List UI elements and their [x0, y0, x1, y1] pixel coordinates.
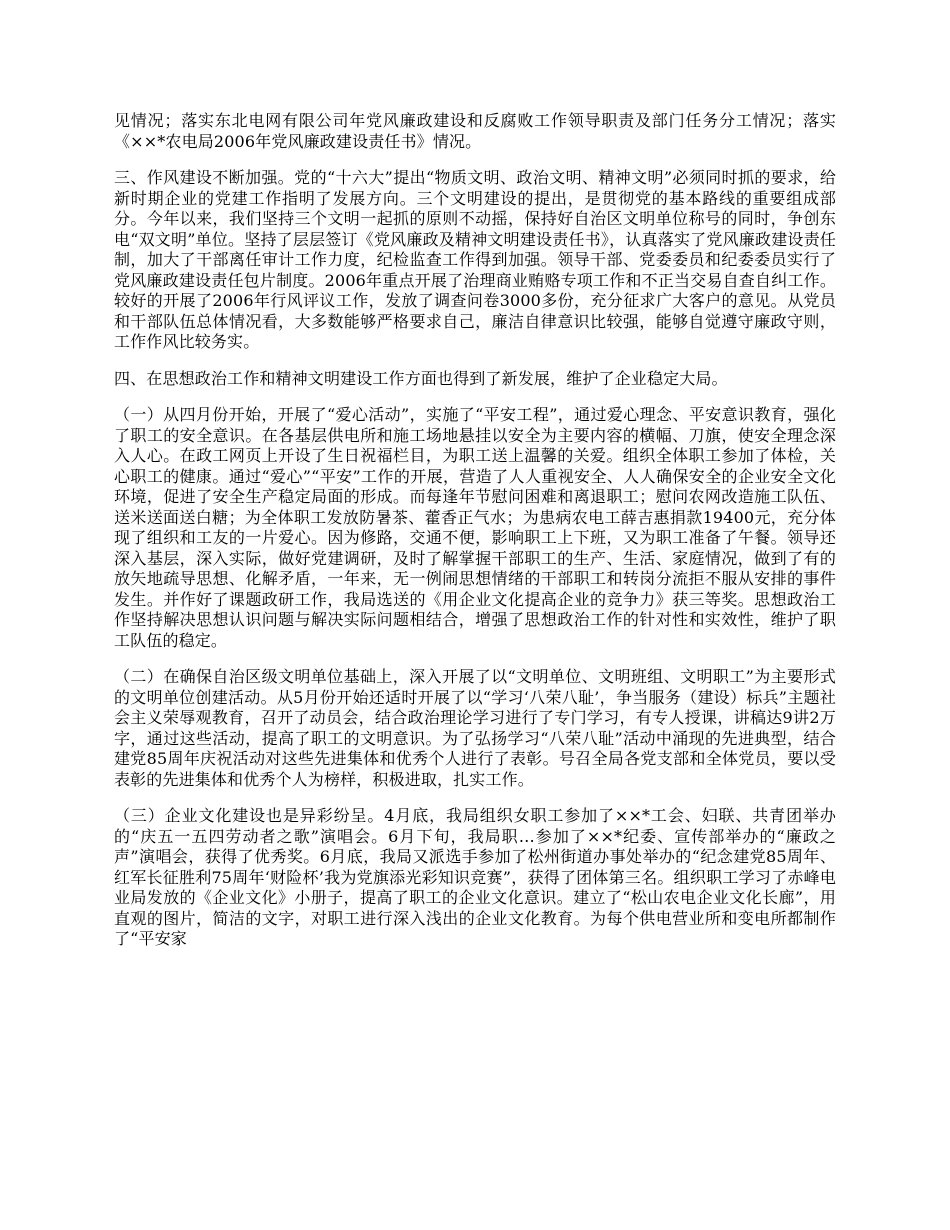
paragraph-3: 四、在思想政治工作和精神文明建设工作方面也得到了新发展，维护了企业稳定大局。 — [114, 368, 728, 388]
paragraph-5: （二）在确保自治区级文明单位基础上，深入开展了以“文明单位、文明班组、文明职工”为主要形式的文明单位创建活动。从5月份开始还适时开展了以“学习‘八荣八耻’，争当服务（建设）标兵”主题社会主义荣辱观教育，召开了动员会，结合政治理论学习进行了专门学习，有专人授课，讲稿达9讲2万字，通过这些活动，提高了职工的文明意识。为了弘扬学习“八荣八耻”活动中涌现的先进典型，结合建党85周年庆祝活动对这些先进集体和优秀个人进行了表彰。号召全局各党支部和全体党员，要以受表彰的先进集体和优秀个人为榜样，积极进取，扎实工作。 — [114, 667, 836, 789]
document-body — [114, 111, 836, 966]
paragraph-2: 三、作风建设不断加强。党的“十六大”提出“物质文明、政治文明、精神文明”必须同时抓的要求，给新时期企业的党建工作指明了发展方向。三个文明建设的提出，是贯彻党的基本路线的重要组成部分。今年以来，我们坚持三个文明一起抓的原则不动摇，保持好自治区文明单位称号的同时，争创东电“双文明”单位。坚持了层层签订《党风廉政及精神文明建设责任书》，认真落实了党风廉政建设责任制，加大了干部离任审计工作力度，纪检监查工作得到加强。领导干部、党委委员和纪委委员实行了党风廉政建设责任包片制度。2006年重点开展了治理商业贿赂专项工作和不正当交易自查自纠工作。较好的开展了2006年行风评议工作，发放了调查问卷3000多份，充分征求广大客户的意见。从党员和干部队伍总体情况看，大多数能够严格要求自己，廉洁自律意识比较强，能够自觉遵守廉政守则，工作作风比较务实。 — [114, 168, 836, 351]
paragraph-4: （一）从四月份开始，开展了“爱心活动”，实施了“平安工程”，通过爱心理念、平安意识教育，强化了职工的安全意识。在各基层供电所和施工场地悬挂以安全为主要内容的横幅、刀旗，使安全理念深入人心。在政工网页上开设了生日祝福栏目，为职工送上温馨的关爱。组织全体职工参加了体检，关心职工的健康。通过“爱心”“平安”工作的开展，营造了人人重视安全、人人确保安全的企业安全文化环境，促进了安全生产稳定局面的形成。而每逢年节慰问困难和离退职工；慰问农网改造施工队伍、送米送面送白糖；为全体职工发放防暑茶、藿香正气水；为患病农电工薛吉惠捐款19400元，充分体现了组织和工友的一片爱心。因为修路，交通不便，影响职工上下班，又为职工准备了午餐。领导还深入基层，深入实际，做好党建调研，及时了解掌握干部职工的生产、生活、家庭情况，做到了有的放矢地疏导思想、化解矛盾，一年来，无一例闹思想情绪的干部职工和转岗分流拒不服从安排的事件发生。并作好了课题政研工作，我局选送的《用企业文化提高企业的竞争力》获三等奖。思想政治工作坚持解决思想认识问题与解决实际问题相结合，增强了思想政治工作的针对性和实效性，维护了职工队伍的稳定。 — [114, 405, 836, 650]
paragraph-6: （三）企业文化建设也是异彩纷呈。4月底，我局组织女职工参加了××*工会、妇联、共青团举办的“庆五一五四劳动者之歌”演唱会。6月下旬，我局职…参加了××*纪委、宣传部举办的“廉政之声”演唱会，获得了优秀奖。6月底，我局又派选手参加了松州街道办事处举办的“纪念建党85周年、红军长征胜利75周年‘财险杯’我为党旗添光彩知识竞赛”，获得了团体第三名。组织职工学习了赤峰电业局发放的《企业文化》小册子，提高了职工的企业文化意识。建立了“松山农电企业文化长廊”，用直观的图片，简洁的文字，对职工进行深入浅出的企业文化教育。为每个供电营业所和变电所都制作了“平安家 — [114, 806, 836, 948]
paragraph-1: 见情况；落实东北电网有限公司年党风廉政建设和反腐败工作领导职责及部门任务分工情况；落实《××*农电局2006年党风廉政建设责任书》情况。 — [114, 111, 836, 151]
